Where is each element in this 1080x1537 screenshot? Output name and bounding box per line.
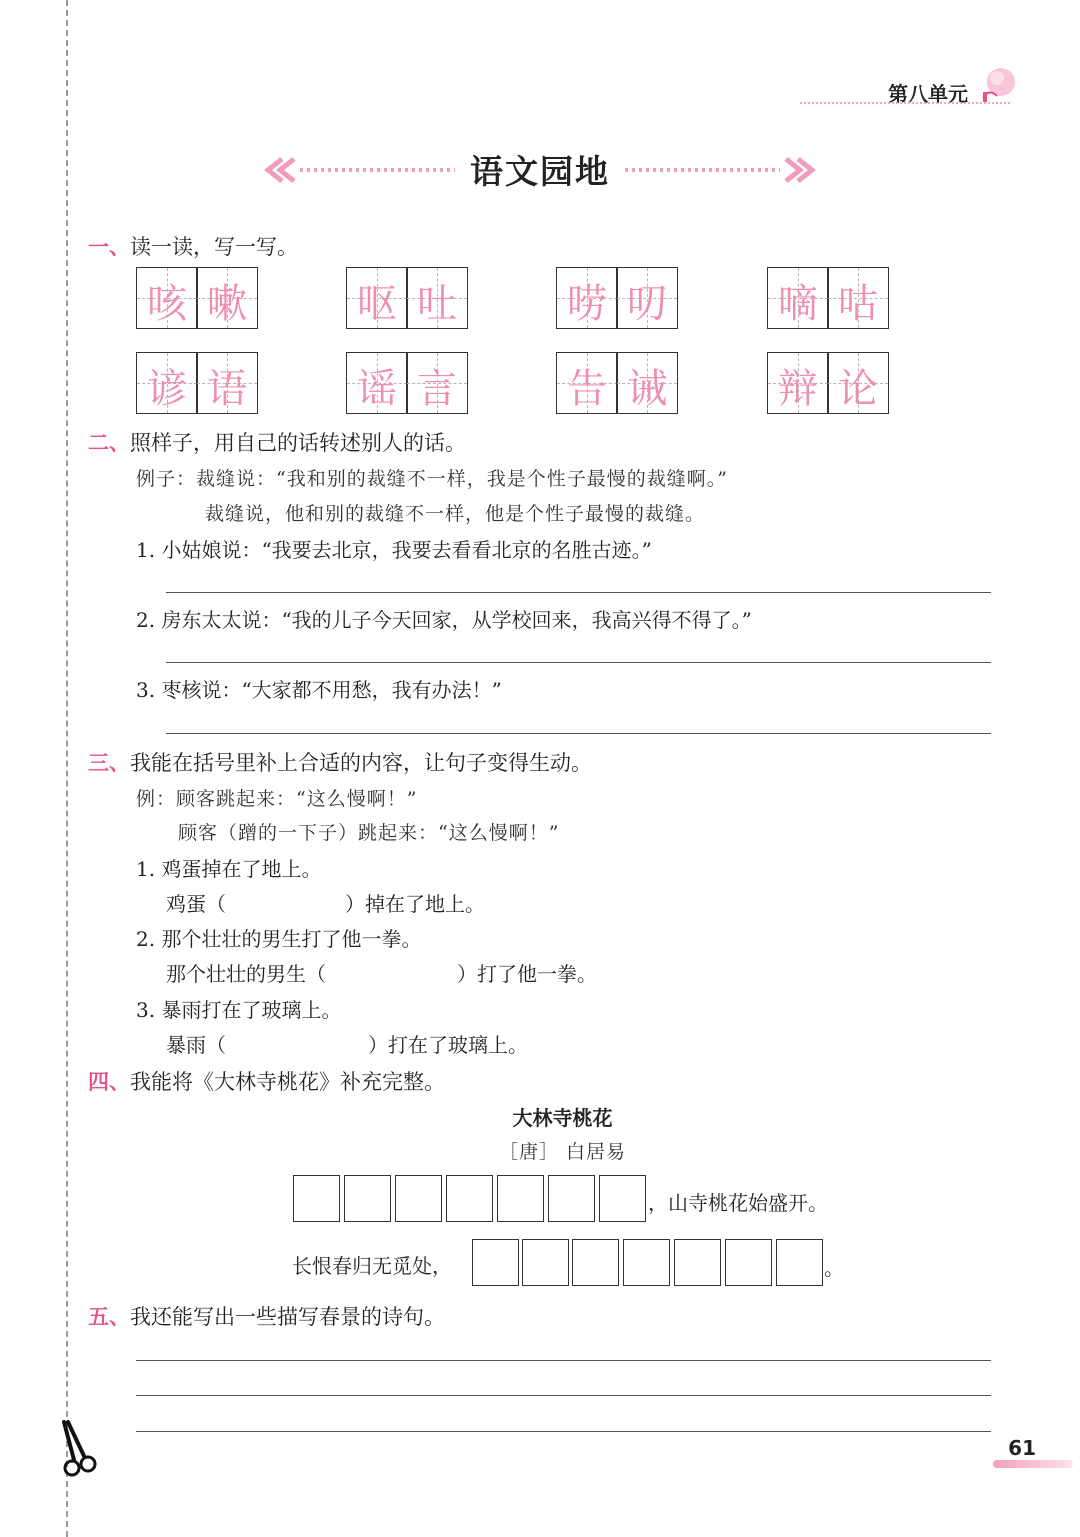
- trace-char[interactable]: 言: [417, 366, 457, 412]
- word-pair-3: [556, 267, 678, 329]
- section-5-title: 我还能写出一些描写春景的诗句。: [130, 1305, 445, 1329]
- section-4-number: 四、: [88, 1070, 130, 1094]
- trace-char[interactable]: 咳: [147, 281, 187, 327]
- poem-char-box[interactable]: [548, 1175, 595, 1222]
- trace-char[interactable]: 叨: [627, 281, 667, 327]
- section-4-heading: [88, 1066, 445, 1096]
- trace-char[interactable]: 论: [838, 366, 878, 412]
- trace-char[interactable]: 嗽: [207, 281, 247, 327]
- poem-char-box[interactable]: [572, 1239, 619, 1286]
- unit-label: 第八单元: [888, 82, 968, 106]
- poem-title: 大林寺桃花: [512, 1106, 613, 1130]
- header-underline: [800, 102, 1010, 104]
- question-3-2: 2. 那个壮壮的男生打了他一拳。: [136, 927, 422, 951]
- question-3-3: 3. 暴雨打在了玻璃上。: [136, 998, 342, 1022]
- trace-char[interactable]: 谣: [357, 366, 397, 412]
- question-2-2: 2. 房东太太说：“我的儿子今天回家，从学校回来，我高兴得不得了。”: [136, 608, 752, 632]
- section-1-title: 读一读，写一写。: [130, 235, 298, 259]
- word-pair-5: [136, 352, 258, 414]
- trace-char[interactable]: 诫: [627, 366, 667, 412]
- word-pair-8: [767, 352, 889, 414]
- blank-3-3[interactable]: [232, 1029, 362, 1055]
- section-5-heading: [88, 1301, 445, 1331]
- answer-line[interactable]: [136, 1431, 991, 1432]
- page-number-bar: [993, 1460, 1073, 1468]
- fill-3-3-pre: 暴雨（: [166, 1033, 226, 1057]
- word-pair-7: [556, 352, 678, 414]
- answer-line[interactable]: [136, 1360, 991, 1361]
- poem-char-box[interactable]: [599, 1175, 646, 1222]
- fill-3-2-post: ）打了他一拳。: [457, 962, 597, 986]
- poem-line-2-end: 。: [824, 1256, 844, 1280]
- example-reported: 裁缝说，他和别的裁缝不一样，他是个性子最慢的裁缝。: [205, 503, 706, 525]
- example-sentence: 例：顾客跳起来：“这么慢啊！”: [136, 788, 418, 810]
- section-3-heading: [88, 747, 592, 777]
- section-2-number: 二、: [88, 431, 130, 455]
- poem-char-box[interactable]: [623, 1239, 670, 1286]
- page-number: 61: [1008, 1436, 1036, 1460]
- section-2-title: 照样子，用自己的话转述别人的话。: [130, 431, 466, 455]
- poem-char-box[interactable]: [725, 1239, 772, 1286]
- poem-char-box[interactable]: [674, 1239, 721, 1286]
- question-2-1: 1. 小姑娘说：“我要去北京，我要去看看北京的名胜古迹。”: [136, 538, 652, 562]
- word-pair-4: [767, 267, 889, 329]
- poem-char-box[interactable]: [497, 1175, 544, 1222]
- section-2-heading: [88, 427, 466, 457]
- word-pair-1: [136, 267, 258, 329]
- poem-char-box[interactable]: [344, 1175, 391, 1222]
- fill-3-1-pre: 鸡蛋（: [166, 892, 226, 916]
- trace-char[interactable]: 语: [207, 366, 247, 412]
- poem-char-box[interactable]: [776, 1239, 823, 1286]
- poem-char-box[interactable]: [395, 1175, 442, 1222]
- trace-char[interactable]: 呕: [357, 281, 397, 327]
- poem-char-box[interactable]: [522, 1239, 569, 1286]
- answer-line[interactable]: [166, 733, 991, 734]
- answer-line[interactable]: [166, 662, 991, 663]
- section-3-number: 三、: [88, 751, 130, 775]
- cut-line: [66, 0, 68, 1537]
- poem-char-box[interactable]: [293, 1175, 340, 1222]
- section-1-heading: [88, 231, 298, 261]
- page-title: 语文园地: [470, 152, 610, 191]
- example-enhanced: 顾客（蹭的一下子）跳起来：“这么慢啊！”: [178, 822, 560, 844]
- section-3-title: 我能在括号里补上合适的内容，让句子变得生动。: [130, 751, 592, 775]
- question-2-3: 3. 枣核说：“大家都不用愁，我有办法！”: [136, 678, 502, 702]
- fill-3-1-post: ）掉在了地上。: [345, 892, 485, 916]
- trace-char[interactable]: 嘀: [778, 281, 818, 327]
- answer-line[interactable]: [166, 592, 991, 593]
- poem-char-box[interactable]: [472, 1239, 519, 1286]
- poem-char-box[interactable]: [446, 1175, 493, 1222]
- example-quote: 例子：裁缝说：“我和别的裁缝不一样，我是个性子最慢的裁缝啊。”: [136, 468, 728, 490]
- word-pair-6: [346, 352, 468, 414]
- blank-3-2[interactable]: [348, 958, 453, 984]
- trace-char[interactable]: 吐: [417, 281, 457, 327]
- trace-char[interactable]: 咕: [838, 281, 878, 327]
- answer-line[interactable]: [136, 1395, 991, 1396]
- trace-char[interactable]: 唠: [567, 281, 607, 327]
- fill-3-3-post: ）打在了玻璃上。: [368, 1033, 528, 1057]
- scissors-icon: [58, 1420, 102, 1480]
- word-pair-2: [346, 267, 468, 329]
- blank-3-1[interactable]: [232, 888, 342, 914]
- section-5-number: 五、: [88, 1305, 130, 1329]
- fill-3-2-pre: 那个壮壮的男生（: [166, 962, 326, 986]
- question-3-1: 1. 鸡蛋掉在了地上。: [136, 857, 322, 881]
- trace-char[interactable]: 辩: [778, 366, 818, 412]
- poem-line-1-end: ，山寺桃花始盛开。: [648, 1191, 828, 1215]
- trace-char[interactable]: 谚: [147, 366, 187, 412]
- section-1-number: 一、: [88, 235, 130, 259]
- poem-line-2-start: 长恨春归无觅处，: [292, 1254, 452, 1278]
- poem-author: ［唐］ 白居易: [498, 1141, 627, 1163]
- section-4-title: 我能将《大林寺桃花》补充完整。: [130, 1070, 445, 1094]
- trace-char[interactable]: 告: [567, 366, 607, 412]
